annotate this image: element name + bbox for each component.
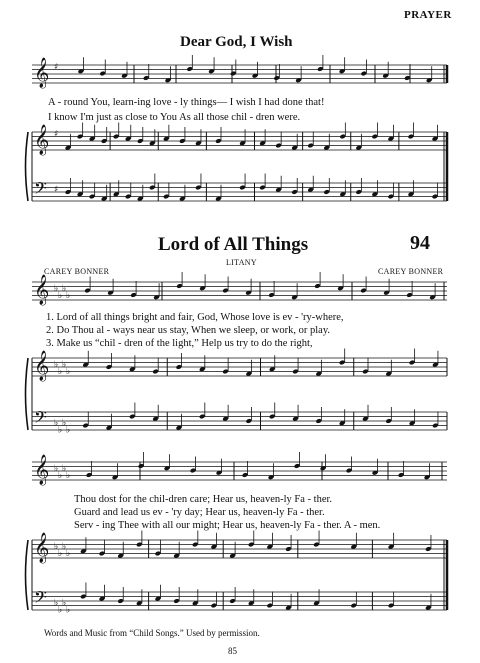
key-signature: ♭ xyxy=(58,470,63,481)
page-number: 85 xyxy=(228,646,237,656)
lyric-line: I know I'm just as close to You As all those chil - dren were. xyxy=(48,112,301,123)
key-signature: ♭ xyxy=(58,425,63,436)
clef-symbol: 𝄞 xyxy=(34,455,50,485)
footer-credit: Words and Music from “Child Songs.” Used by permission. xyxy=(44,628,260,638)
lyric-line: 3. Make us “chil - dren of the light,” Help us try to do the right, xyxy=(46,338,313,349)
key-signature: ♭ xyxy=(66,548,71,559)
key-signature: ♭ xyxy=(54,464,59,474)
clef-symbol: 𝄞 xyxy=(34,275,50,305)
key-signature: ♭ xyxy=(66,290,71,301)
key-signature: ♭ xyxy=(62,542,67,552)
key-signature: ♭ xyxy=(54,284,59,294)
key-signature: ♭ xyxy=(58,548,63,559)
lyric-line: Serv - ing Thee with all our might; Hear us, heaven-ly Fa - ther. A - men. xyxy=(74,520,381,531)
key-signature: ♯ xyxy=(54,62,59,73)
clef-symbol: 𝄞 xyxy=(34,533,50,563)
hymn-subtitle: LITANY xyxy=(226,258,257,267)
lyric-line: Guard and lead us ev - 'ry day; Hear us, heaven-ly Fa - ther. xyxy=(74,507,325,518)
hymn-title: Lord of All Things xyxy=(158,234,309,255)
key-signature: ♭ xyxy=(66,425,71,436)
lyric-line: A - round You, learn-ing love - ly things— I wish I had done that! xyxy=(48,97,325,108)
lyric-line: Thou dost for the chil-dren care; Hear us, heaven-ly Fa - ther. xyxy=(74,494,333,505)
hymn-number: 94 xyxy=(410,232,430,254)
key-signature: ♯ xyxy=(54,185,59,195)
hymn-title: Dear God, I Wish xyxy=(180,34,293,50)
lyric-line: 2. Do Thou al - ways near us stay, When we sleep, or work, or play. xyxy=(46,325,331,336)
brace xyxy=(26,132,29,201)
key-signature: ♭ xyxy=(54,418,59,429)
clef-symbol: 𝄞 xyxy=(34,58,50,88)
key-signature: ♭ xyxy=(58,290,63,301)
clef-symbol: 𝄞 xyxy=(34,125,50,155)
key-signature: ♭ xyxy=(66,605,71,616)
key-signature: ♭ xyxy=(62,284,67,294)
clef-symbol: 𝄢 xyxy=(34,587,47,611)
key-signature: ♭ xyxy=(62,464,67,474)
key-signature: ♭ xyxy=(62,598,67,609)
key-signature: ♭ xyxy=(62,360,67,370)
key-signature: ♭ xyxy=(58,605,63,616)
key-signature: ♭ xyxy=(58,366,63,377)
clef-symbol: 𝄢 xyxy=(34,178,47,202)
key-signature: ♭ xyxy=(54,542,59,552)
key-signature: ♭ xyxy=(62,418,67,429)
composer-credit: CAREY BONNER xyxy=(44,267,110,276)
brace xyxy=(26,358,29,430)
composer-credit: CAREY BONNER xyxy=(378,267,444,276)
clef-symbol: 𝄞 xyxy=(34,351,50,381)
key-signature: ♭ xyxy=(54,360,59,370)
brace xyxy=(26,540,29,610)
key-signature: ♯ xyxy=(54,129,59,140)
clef-symbol: 𝄢 xyxy=(34,407,47,431)
key-signature: ♭ xyxy=(66,366,71,377)
lyric-line: 1. Lord of all things bright and fair, God, Whose love is ev - 'ry-where, xyxy=(46,312,344,323)
key-signature: ♭ xyxy=(66,470,71,481)
section-header: PRAYER xyxy=(404,9,452,21)
key-signature: ♭ xyxy=(54,598,59,609)
